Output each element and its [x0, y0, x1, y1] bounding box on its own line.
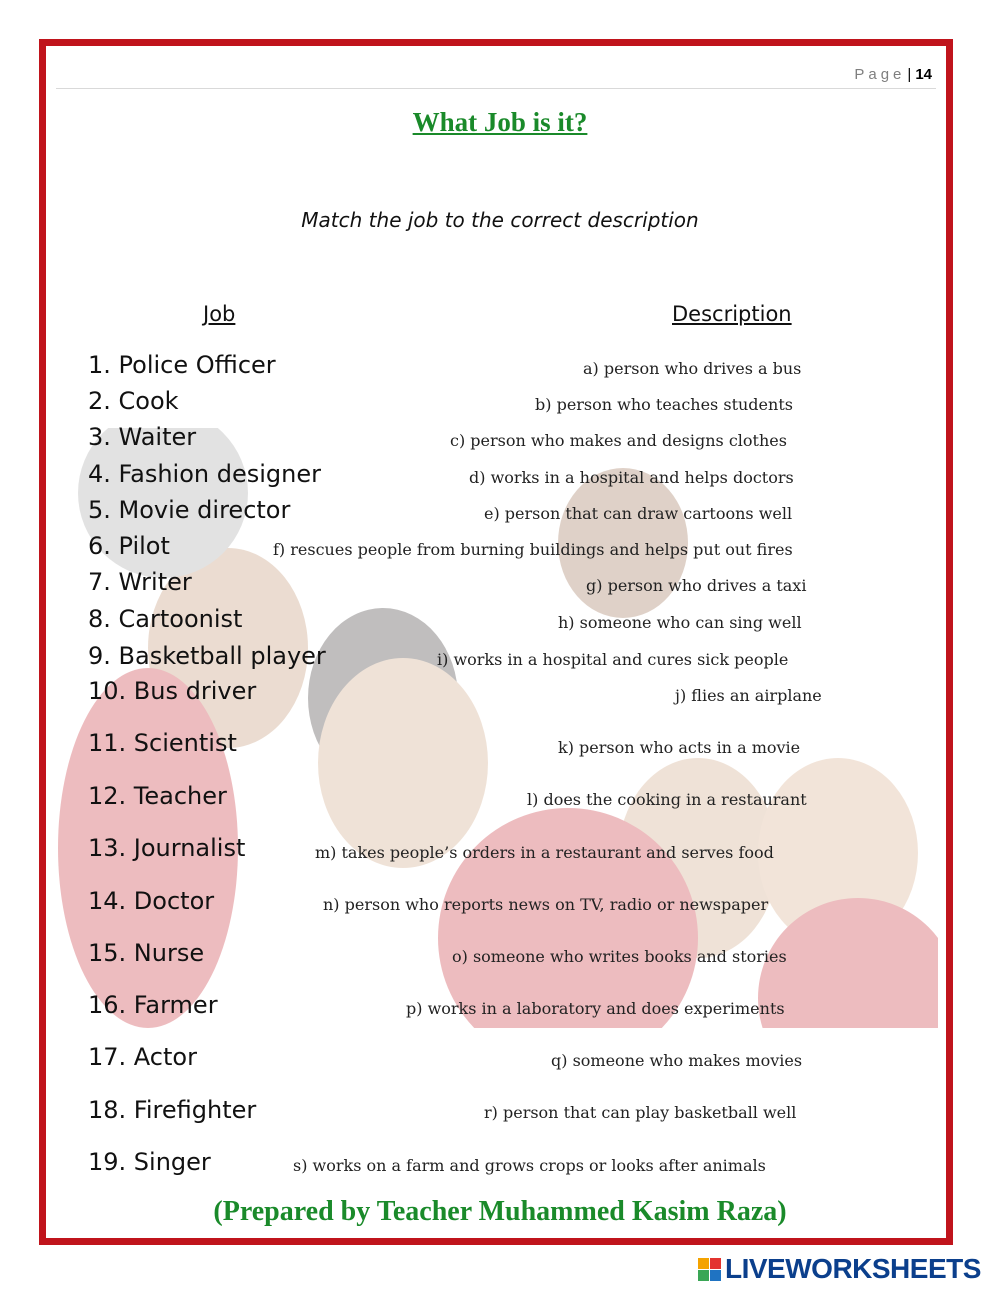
author-credit: (Prepared by Teacher Muhammed Kasim Raza)	[213, 1196, 787, 1227]
header-rule	[56, 88, 936, 89]
job-item: 10. Bus driver	[88, 677, 257, 705]
liveworksheets-logo	[698, 1255, 981, 1283]
brand-name: LIVEWORKSHEETS	[725, 1253, 981, 1284]
job-item: 17. Actor	[88, 1043, 197, 1071]
page-separator: |	[907, 66, 912, 83]
description-item: p) works in a laboratory and does experiments	[406, 999, 785, 1018]
description-item: f) rescues people from burning buildings and helps put out fires	[273, 540, 793, 559]
description-item: i) works in a hospital and cures sick people	[437, 650, 789, 669]
description-item: k) person who acts in a movie	[558, 738, 801, 757]
page-number-value: 14	[915, 66, 932, 83]
description-column-header: Description	[672, 302, 792, 326]
description-item: j) flies an airplane	[675, 686, 822, 705]
job-item: 15. Nurse	[88, 939, 205, 967]
page-number	[854, 66, 932, 83]
job-item: 11. Scientist	[88, 729, 237, 757]
description-item: m) takes people’s orders in a restaurant and serves food	[315, 843, 774, 862]
job-item: 16. Farmer	[88, 991, 218, 1019]
description-item: l) does the cooking in a restaurant	[527, 790, 807, 809]
description-item: n) person who reports news on TV, radio or newspaper	[323, 895, 769, 914]
description-item: e) person that can draw cartoons well	[484, 504, 793, 523]
job-item: 3. Waiter	[88, 423, 197, 451]
job-column-header: Job	[203, 302, 236, 326]
description-item: s) works on a farm and grows crops or looks after animals	[293, 1156, 766, 1175]
description-item: o) someone who writes books and stories	[452, 947, 787, 966]
job-item: 5. Movie director	[88, 496, 291, 524]
job-item: 18. Firefighter	[88, 1096, 257, 1124]
page-label: Page	[854, 66, 906, 83]
page-title: What Job is it?	[412, 107, 588, 137]
description-item: d) works in a hospital and helps doctors	[469, 468, 794, 487]
job-item: 8. Cartoonist	[88, 605, 243, 633]
job-item: 6. Pilot	[88, 532, 170, 560]
description-item: a) person who drives a bus	[583, 359, 802, 378]
logo-icon	[698, 1258, 721, 1281]
job-item: 14. Doctor	[88, 887, 215, 915]
job-item: 1. Police Officer	[88, 351, 276, 379]
job-item: 9. Basketball player	[88, 642, 326, 670]
description-item: c) person who makes and designs clothes	[450, 431, 787, 450]
instructions: Match the job to the correct description	[301, 208, 699, 232]
job-item: 7. Writer	[88, 568, 192, 596]
description-item: r) person that can play basketball well	[484, 1103, 797, 1122]
description-item: h) someone who can sing well	[558, 613, 802, 632]
job-item: 13. Journalist	[88, 834, 246, 862]
job-item: 4. Fashion designer	[88, 460, 321, 488]
description-item: b) person who teaches students	[535, 395, 793, 414]
description-item: g) person who drives a taxi	[586, 576, 807, 595]
job-item: 2. Cook	[88, 387, 179, 415]
description-item: q) someone who makes movies	[551, 1051, 803, 1070]
job-item: 19. Singer	[88, 1148, 211, 1176]
job-item: 12. Teacher	[88, 782, 227, 810]
